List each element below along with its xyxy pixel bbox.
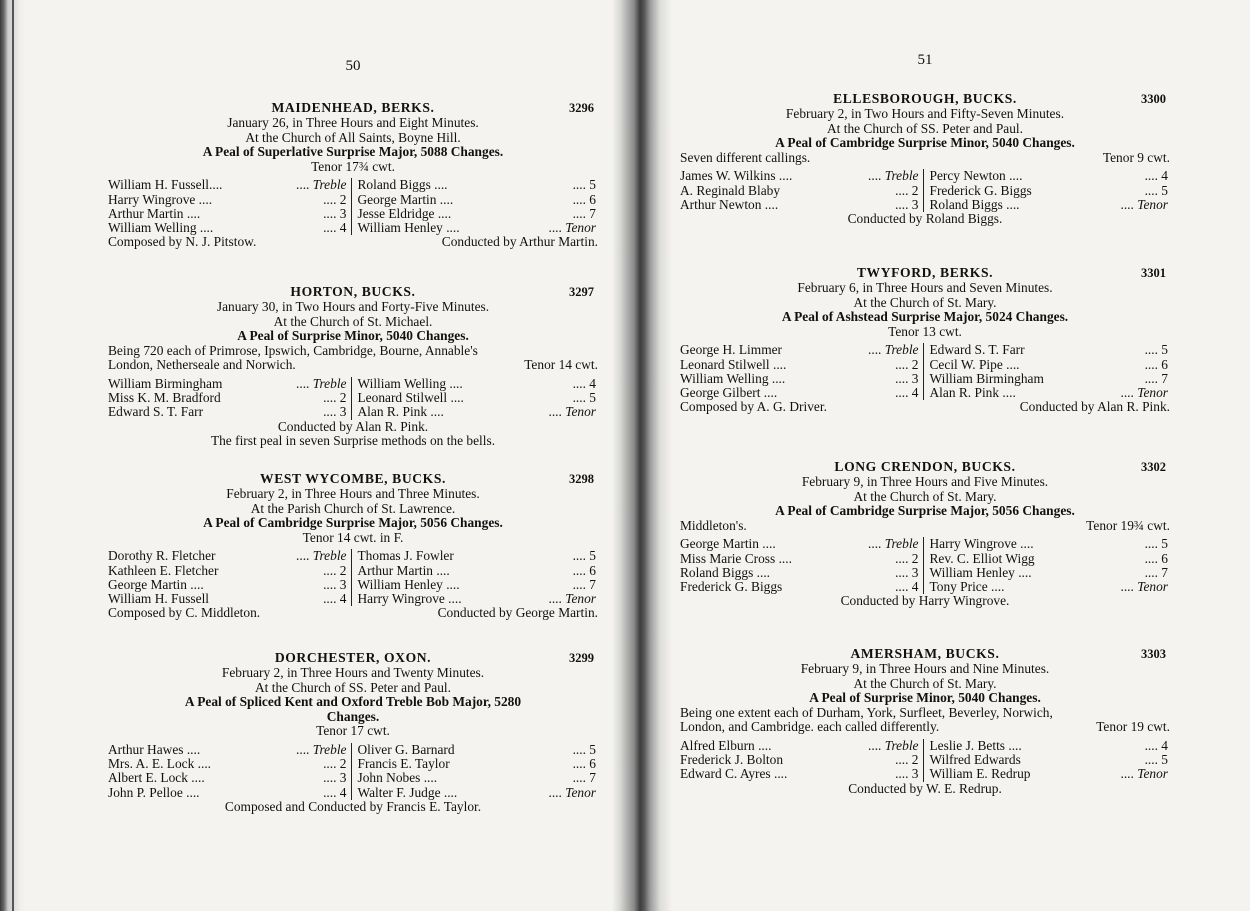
ringer-bell: .... 5 bbox=[572, 548, 596, 564]
conductor: Conducted by Arthur Martin. bbox=[441, 234, 598, 250]
peal-entry bbox=[108, 471, 598, 621]
ringer-name: William Welling .... bbox=[680, 370, 786, 386]
conductor: Conducted by George Martin. bbox=[437, 605, 598, 621]
peal-church: At the Church of St. Mary. bbox=[853, 488, 997, 504]
ringer-name: Mrs. A. E. Lock .... bbox=[108, 756, 212, 772]
ringer-bell: .... 7 bbox=[1144, 370, 1168, 386]
ringer-row bbox=[680, 537, 921, 551]
conductor: Conducted by Alan R. Pink. bbox=[1019, 399, 1170, 415]
peal-note: The first peal in seven Surprise methods on the bells. bbox=[210, 433, 496, 449]
ringer-name: Roland Biggs .... bbox=[929, 196, 1020, 212]
peal-entry bbox=[680, 265, 1170, 415]
peal-heading bbox=[108, 284, 598, 300]
ringer-row bbox=[930, 552, 1171, 566]
peal-number: 3299 bbox=[569, 651, 594, 665]
peal-place: LONG CRENDON, BUCKS. bbox=[834, 459, 1016, 474]
ringer-bell: .... Treble bbox=[868, 737, 919, 753]
peal-footer bbox=[108, 235, 598, 250]
peal-tenor: Tenor 19 cwt. bbox=[1096, 719, 1170, 735]
ringer-row bbox=[680, 198, 921, 212]
peal-title: A Peal of Cambridge Surprise Major, 5056 Changes. bbox=[203, 515, 503, 531]
ringer-name: Rev. C. Elliot Wigg bbox=[929, 550, 1035, 566]
peal-place: TWYFORD, BERKS. bbox=[856, 265, 994, 280]
peal-detail: London, and Cambridge. each called differently. bbox=[680, 719, 940, 735]
ringer-name: Walter F. Judge .... bbox=[357, 784, 458, 800]
conductor: Conducted by Harry Wingrove. bbox=[840, 593, 1010, 609]
ringers-table bbox=[680, 537, 1170, 594]
ringer-name: George Martin .... bbox=[680, 536, 776, 552]
ringer-row bbox=[930, 184, 1171, 198]
ringers-table bbox=[680, 343, 1170, 400]
book-edge bbox=[0, 0, 26, 911]
ringer-bell: .... 3 bbox=[323, 770, 347, 786]
ringer-bell: .... 2 bbox=[895, 356, 919, 372]
ringer-bell: .... 3 bbox=[323, 404, 347, 420]
peal-title: A Peal of Ashstead Surprise Major, 5024 Changes. bbox=[781, 309, 1069, 325]
peal-number: 3296 bbox=[569, 101, 594, 115]
ringer-name: John P. Pelloe .... bbox=[108, 784, 200, 800]
ringer-row bbox=[930, 767, 1171, 781]
ringer-row bbox=[680, 169, 921, 183]
ringer-bell: .... 6 bbox=[572, 562, 596, 578]
ringer-row bbox=[680, 552, 921, 566]
ringer-bell: .... 5 bbox=[1144, 182, 1168, 198]
ringer-row bbox=[358, 743, 599, 757]
ringer-name: George Gilbert .... bbox=[680, 384, 778, 400]
ringer-row bbox=[358, 564, 599, 578]
ringers-column bbox=[352, 178, 599, 235]
peal-tenor: Tenor 14 cwt. in F. bbox=[302, 529, 404, 545]
ringer-name: Dorothy R. Fletcher bbox=[108, 548, 216, 564]
ringer-name: Miss Marie Cross .... bbox=[680, 550, 792, 566]
ringer-bell: .... 5 bbox=[1144, 752, 1168, 768]
ringer-name: Arthur Martin .... bbox=[108, 205, 201, 221]
ringer-bell: .... 5 bbox=[1144, 536, 1168, 552]
ringers-column bbox=[108, 377, 352, 420]
ringer-row bbox=[930, 566, 1171, 580]
composer: Composed by C. Middleton. bbox=[108, 605, 261, 621]
ringer-name: Harry Wingrove .... bbox=[108, 191, 213, 207]
ringers-column bbox=[924, 739, 1171, 782]
ringer-bell: .... 5 bbox=[572, 741, 596, 757]
ringer-row bbox=[680, 566, 921, 580]
ringer-row bbox=[108, 578, 349, 592]
ringer-bell: .... Treble bbox=[296, 177, 347, 193]
ringer-name: Wilfred Edwards bbox=[929, 752, 1021, 768]
peal-place: HORTON, BUCKS. bbox=[290, 284, 416, 299]
ringer-name: William Henley .... bbox=[357, 576, 460, 592]
conductor: Conducted by Roland Biggs. bbox=[847, 210, 1003, 226]
ringer-row bbox=[680, 358, 921, 372]
ringer-bell: .... 6 bbox=[572, 191, 596, 207]
ringer-bell: .... Tenor bbox=[548, 404, 596, 420]
ringers-column bbox=[924, 169, 1171, 212]
ringer-bell: .... Tenor bbox=[1120, 766, 1168, 782]
ringer-row bbox=[108, 564, 349, 578]
peal-heading bbox=[108, 100, 598, 116]
ringer-name: James W. Wilkins .... bbox=[680, 168, 793, 184]
peal-detail: London, Netherseale and Norwich. bbox=[108, 357, 296, 373]
peal-entry bbox=[680, 646, 1170, 796]
ringers-table bbox=[108, 549, 598, 606]
ringer-name: Frederick G. Biggs bbox=[929, 182, 1032, 198]
ringer-bell: .... 2 bbox=[895, 752, 919, 768]
ringer-bell: .... 2 bbox=[895, 550, 919, 566]
peal-heading bbox=[680, 459, 1170, 475]
peal-tenor: Tenor 13 cwt. bbox=[888, 323, 962, 339]
ringer-bell: .... Tenor bbox=[1120, 196, 1168, 212]
peal-detail: Middleton's. bbox=[680, 517, 747, 533]
ringer-bell: .... 4 bbox=[1144, 168, 1168, 184]
peal-place: ELLESBOROUGH, BUCKS. bbox=[833, 91, 1017, 106]
ringer-bell: .... 6 bbox=[1144, 550, 1168, 566]
ringers-column bbox=[108, 743, 352, 800]
ringer-row bbox=[680, 580, 921, 594]
peal-church: At the Church of SS. Peter and Paul. bbox=[254, 679, 451, 695]
peal-date: January 26, in Three Hours and Eight Minutes. bbox=[227, 115, 479, 130]
ringer-row bbox=[358, 207, 599, 221]
ringer-row bbox=[680, 343, 921, 357]
ringer-bell: .... 6 bbox=[572, 756, 596, 772]
ringers-column bbox=[352, 549, 599, 606]
right-page bbox=[680, 0, 1170, 911]
ringer-name: Frederick G. Biggs bbox=[680, 578, 783, 594]
ringer-name: William Welling .... bbox=[108, 219, 214, 235]
peal-number: 3301 bbox=[1141, 266, 1166, 280]
ringer-row bbox=[930, 580, 1171, 594]
ringer-row bbox=[108, 377, 349, 391]
ringer-row bbox=[930, 372, 1171, 386]
peal-title: A Peal of Surprise Minor, 5040 Changes. bbox=[237, 328, 469, 344]
peal-footer bbox=[108, 606, 598, 621]
ringers-table bbox=[680, 169, 1170, 212]
ringer-row bbox=[358, 786, 599, 800]
ringer-row bbox=[108, 405, 349, 419]
ringer-bell: .... 2 bbox=[323, 390, 347, 406]
ringer-row bbox=[930, 343, 1171, 357]
ringer-row bbox=[358, 178, 599, 192]
ringer-row bbox=[680, 753, 921, 767]
ringer-name: George H. Limmer bbox=[680, 342, 783, 358]
peal-title: A Peal of Cambridge Surprise Major, 5056 Changes. bbox=[775, 503, 1075, 519]
ringer-name: Kathleen E. Fletcher bbox=[108, 562, 219, 578]
ringer-row bbox=[680, 372, 921, 386]
ringer-row bbox=[680, 184, 921, 198]
ringer-bell: .... 3 bbox=[895, 564, 919, 580]
ringer-row bbox=[358, 193, 599, 207]
peal-tenor: Tenor 17 cwt. bbox=[316, 723, 390, 739]
ringer-bell: .... 4 bbox=[572, 375, 596, 391]
ringer-bell: .... 3 bbox=[895, 370, 919, 386]
peal-number: 3302 bbox=[1141, 460, 1166, 474]
book-gutter bbox=[612, 0, 672, 911]
ringer-bell: .... Treble bbox=[296, 741, 347, 757]
ringer-bell: .... Treble bbox=[296, 548, 347, 564]
ringer-row bbox=[108, 391, 349, 405]
ringer-row bbox=[930, 358, 1171, 372]
ringers-column bbox=[680, 537, 924, 594]
peal-church: At the Parish Church of St. Lawrence. bbox=[250, 500, 456, 516]
ringer-bell: .... 3 bbox=[323, 205, 347, 221]
ringers-column bbox=[108, 549, 352, 606]
ringer-name: John Nobes .... bbox=[357, 770, 438, 786]
ringer-name: Leonard Stilwell .... bbox=[680, 356, 787, 372]
ringer-name: Albert E. Lock .... bbox=[108, 770, 205, 786]
ringer-row bbox=[930, 753, 1171, 767]
peal-date: February 2, in Three Hours and Three Minutes. bbox=[226, 486, 480, 501]
peal-date: February 9, in Three Hours and Five Minutes. bbox=[801, 474, 1049, 489]
ringer-bell: .... 4 bbox=[895, 578, 919, 594]
ringer-name: Miss K. M. Bradford bbox=[108, 390, 221, 406]
ringers-table bbox=[108, 377, 598, 420]
ringer-bell: .... 7 bbox=[572, 205, 596, 221]
ringer-name: William Birmingham bbox=[108, 375, 223, 391]
ringer-bell: .... Tenor bbox=[548, 784, 596, 800]
ringer-name: Cecil W. Pipe .... bbox=[929, 356, 1020, 372]
peal-tenor: Tenor 19¾ cwt. bbox=[1086, 517, 1170, 533]
ringer-bell: .... Treble bbox=[868, 536, 919, 552]
ringer-row bbox=[358, 391, 599, 405]
peal-footer bbox=[680, 400, 1170, 415]
peal-detail-row bbox=[108, 358, 598, 373]
ringer-bell: .... 2 bbox=[323, 756, 347, 772]
ringer-name: Alfred Elburn .... bbox=[680, 737, 772, 753]
ringer-row bbox=[358, 757, 599, 771]
ringer-row bbox=[108, 178, 349, 192]
ringers-column bbox=[352, 377, 599, 420]
ringer-row bbox=[108, 592, 349, 606]
ringer-bell: .... 4 bbox=[323, 784, 347, 800]
ringer-name: William Birmingham bbox=[929, 370, 1044, 386]
ringer-bell: .... 2 bbox=[323, 191, 347, 207]
composer: Composed by N. J. Pitstow. bbox=[108, 234, 257, 250]
ringer-name: Edward S. T. Farr bbox=[929, 342, 1025, 358]
ringer-row bbox=[358, 771, 599, 785]
ringer-row bbox=[358, 221, 599, 235]
peal-place: WEST WYCOMBE, BUCKS. bbox=[260, 471, 446, 486]
ringers-column bbox=[680, 169, 924, 212]
ringer-name: Arthur Martin .... bbox=[357, 562, 450, 578]
conductor: Conducted by Alan R. Pink. bbox=[277, 418, 429, 434]
ringer-row bbox=[358, 578, 599, 592]
peal-tenor: Tenor 17¾ cwt. bbox=[311, 158, 395, 174]
peal-detail-row bbox=[680, 519, 1170, 534]
ringer-row bbox=[930, 198, 1171, 212]
peal-date: February 2, in Two Hours and Fifty-Seven Minutes. bbox=[785, 106, 1065, 121]
peal-heading bbox=[680, 646, 1170, 662]
ringer-row bbox=[108, 221, 349, 235]
conductor: Composed and Conducted by Francis E. Taylor. bbox=[224, 798, 482, 814]
ringer-name: Jesse Eldridge .... bbox=[357, 205, 452, 221]
peal-entry bbox=[680, 459, 1170, 609]
ringer-bell: .... 2 bbox=[895, 182, 919, 198]
ringer-name: Roland Biggs .... bbox=[680, 564, 771, 580]
ringer-row bbox=[108, 193, 349, 207]
composer: Composed by A. G. Driver. bbox=[680, 399, 827, 415]
ringers-table bbox=[108, 743, 598, 800]
ringer-bell: .... Treble bbox=[296, 375, 347, 391]
peal-heading bbox=[108, 650, 598, 666]
ringer-bell: .... Treble bbox=[868, 168, 919, 184]
ringer-bell: .... 3 bbox=[895, 196, 919, 212]
ringer-bell: .... 7 bbox=[572, 576, 596, 592]
ringers-column bbox=[108, 178, 352, 235]
peal-title: A Peal of Surprise Minor, 5040 Changes. bbox=[809, 690, 1041, 706]
ringer-name: William Welling .... bbox=[357, 375, 463, 391]
ringer-bell: .... Tenor bbox=[548, 219, 596, 235]
ringer-row bbox=[930, 169, 1171, 183]
peal-church: At the Church of All Saints, Boyne Hill. bbox=[245, 129, 461, 145]
peal-entry bbox=[108, 284, 598, 449]
ringer-bell: .... 5 bbox=[572, 390, 596, 406]
ringer-name: Arthur Newton .... bbox=[680, 196, 779, 212]
peal-date: February 9, in Three Hours and Nine Minutes. bbox=[800, 661, 1050, 676]
left-page bbox=[108, 0, 598, 911]
ringer-name: William H. Fussell bbox=[108, 590, 210, 606]
ringer-name: Thomas J. Fowler bbox=[357, 548, 454, 564]
ringers-column bbox=[680, 343, 924, 400]
peal-number: 3303 bbox=[1141, 647, 1166, 661]
ringer-bell: .... 7 bbox=[1144, 564, 1168, 580]
peal-date: February 6, in Three Hours and Seven Minutes. bbox=[797, 280, 1053, 295]
ringer-row bbox=[108, 207, 349, 221]
peal-tenor: Tenor 14 cwt. bbox=[524, 357, 598, 373]
ringer-name: George Martin .... bbox=[108, 576, 204, 592]
ringer-row bbox=[930, 386, 1171, 400]
peal-church: At the Church of St. Mary. bbox=[853, 294, 997, 310]
ringer-name: Edward C. Ayres .... bbox=[680, 766, 788, 782]
ringer-name: William H. Fussell.... bbox=[108, 177, 223, 193]
ringer-row bbox=[108, 743, 349, 757]
ringer-name: William Henley .... bbox=[357, 219, 460, 235]
conductor: Conducted by W. E. Redrup. bbox=[848, 780, 1002, 796]
ringer-row bbox=[680, 386, 921, 400]
ringer-bell: .... 4 bbox=[895, 384, 919, 400]
peal-entry bbox=[108, 650, 598, 814]
ringer-bell: .... 7 bbox=[572, 770, 596, 786]
ringer-bell: .... Treble bbox=[868, 342, 919, 358]
ringer-bell: .... 5 bbox=[1144, 342, 1168, 358]
peal-detail-row bbox=[680, 151, 1170, 166]
ringer-row bbox=[358, 549, 599, 563]
ringer-bell: .... 4 bbox=[1144, 737, 1168, 753]
ringer-name: Leonard Stilwell .... bbox=[357, 390, 464, 406]
ringer-bell: .... 4 bbox=[323, 219, 347, 235]
peal-title: A Peal of Superlative Surprise Major, 5088 Changes. bbox=[202, 144, 504, 160]
ringer-name: Frederick J. Bolton bbox=[680, 752, 784, 768]
ringers-column bbox=[352, 743, 599, 800]
peal-place: MAIDENHEAD, BERKS. bbox=[271, 100, 435, 115]
ringer-name: William Henley .... bbox=[929, 564, 1032, 580]
peal-number: 3298 bbox=[569, 472, 594, 486]
peal-place: DORCHESTER, OXON. bbox=[274, 650, 432, 665]
ringer-bell: .... Tenor bbox=[1120, 578, 1168, 594]
ringer-row bbox=[108, 771, 349, 785]
ringer-bell: .... 5 bbox=[572, 177, 596, 193]
peal-number: 3297 bbox=[569, 285, 594, 299]
ringer-name: Roland Biggs .... bbox=[357, 177, 448, 193]
ringer-bell: .... 2 bbox=[323, 562, 347, 578]
peal-detail: Seven different callings. bbox=[680, 149, 811, 165]
peal-title: A Peal of Cambridge Surprise Minor, 5040 Changes. bbox=[775, 135, 1075, 151]
ringer-name: A. Reginald Blaby bbox=[680, 182, 781, 198]
peal-title-cont: Changes. bbox=[326, 708, 380, 724]
page-number: 50 bbox=[345, 58, 361, 74]
ringer-bell: .... Tenor bbox=[548, 590, 596, 606]
ringers-column bbox=[924, 343, 1171, 400]
ringer-row bbox=[680, 767, 921, 781]
ringer-row bbox=[930, 537, 1171, 551]
ringer-row bbox=[680, 739, 921, 753]
ringer-name: Harry Wingrove .... bbox=[929, 536, 1034, 552]
peal-church: At the Church of St. Michael. bbox=[273, 313, 433, 329]
peal-detail-row bbox=[680, 720, 1170, 735]
ringers-table bbox=[680, 739, 1170, 782]
peal-church: At the Church of St. Mary. bbox=[853, 675, 997, 691]
ringer-row bbox=[358, 405, 599, 419]
peal-heading bbox=[680, 91, 1170, 107]
ringer-name: Arthur Hawes .... bbox=[108, 741, 201, 757]
ringer-bell: .... 6 bbox=[1144, 356, 1168, 372]
peal-date: February 2, in Three Hours and Twenty Minutes. bbox=[221, 665, 485, 680]
peal-description: Being one extent each of Durham, York, Surfleet, Beverley, Norwich, bbox=[680, 704, 1053, 720]
peal-entry bbox=[680, 91, 1170, 227]
ringer-bell: .... 4 bbox=[323, 590, 347, 606]
ringer-name: Leslie J. Betts .... bbox=[929, 737, 1022, 753]
peal-title: A Peal of Spliced Kent and Oxford Treble Bob Major, 5280 bbox=[184, 694, 522, 710]
peal-place: AMERSHAM, BUCKS. bbox=[850, 646, 1000, 661]
ringer-bell: .... Tenor bbox=[1120, 384, 1168, 400]
ringers-column bbox=[924, 537, 1171, 594]
ringer-name: Tony Price .... bbox=[929, 578, 1005, 594]
peal-number: 3300 bbox=[1141, 92, 1166, 106]
ringer-bell: .... 3 bbox=[323, 576, 347, 592]
ringer-name: William E. Redrup bbox=[929, 766, 1031, 782]
peal-description: Being 720 each of Primrose, Ipswich, Cambridge, Bourne, Annable's bbox=[108, 342, 478, 358]
ringer-row bbox=[108, 757, 349, 771]
ringer-row bbox=[358, 377, 599, 391]
peal-heading bbox=[108, 471, 598, 487]
ringer-name: Alan R. Pink .... bbox=[929, 384, 1016, 400]
ringer-name: Percy Newton .... bbox=[929, 168, 1023, 184]
page-number: 51 bbox=[917, 52, 933, 68]
ringer-name: Alan R. Pink .... bbox=[357, 404, 444, 420]
peal-heading bbox=[680, 265, 1170, 281]
ringer-name: Francis E. Taylor bbox=[357, 756, 450, 772]
peal-church: At the Church of SS. Peter and Paul. bbox=[826, 120, 1023, 136]
ringer-row bbox=[358, 592, 599, 606]
ringer-row bbox=[108, 786, 349, 800]
ringers-column bbox=[680, 739, 924, 782]
peal-date: January 30, in Two Hours and Forty-Five Minutes. bbox=[216, 299, 490, 314]
ringer-row bbox=[108, 549, 349, 563]
ringer-bell: .... 3 bbox=[895, 766, 919, 782]
ringers-table bbox=[108, 178, 598, 235]
ringer-name: George Martin .... bbox=[357, 191, 454, 207]
peal-tenor: Tenor 9 cwt. bbox=[1102, 149, 1170, 165]
ringer-name: Harry Wingrove .... bbox=[357, 590, 462, 606]
ringer-name: Oliver G. Barnard bbox=[357, 741, 455, 757]
peal-entry bbox=[108, 100, 598, 250]
ringer-row bbox=[930, 739, 1171, 753]
ringer-name: Edward S. T. Farr bbox=[108, 404, 204, 420]
